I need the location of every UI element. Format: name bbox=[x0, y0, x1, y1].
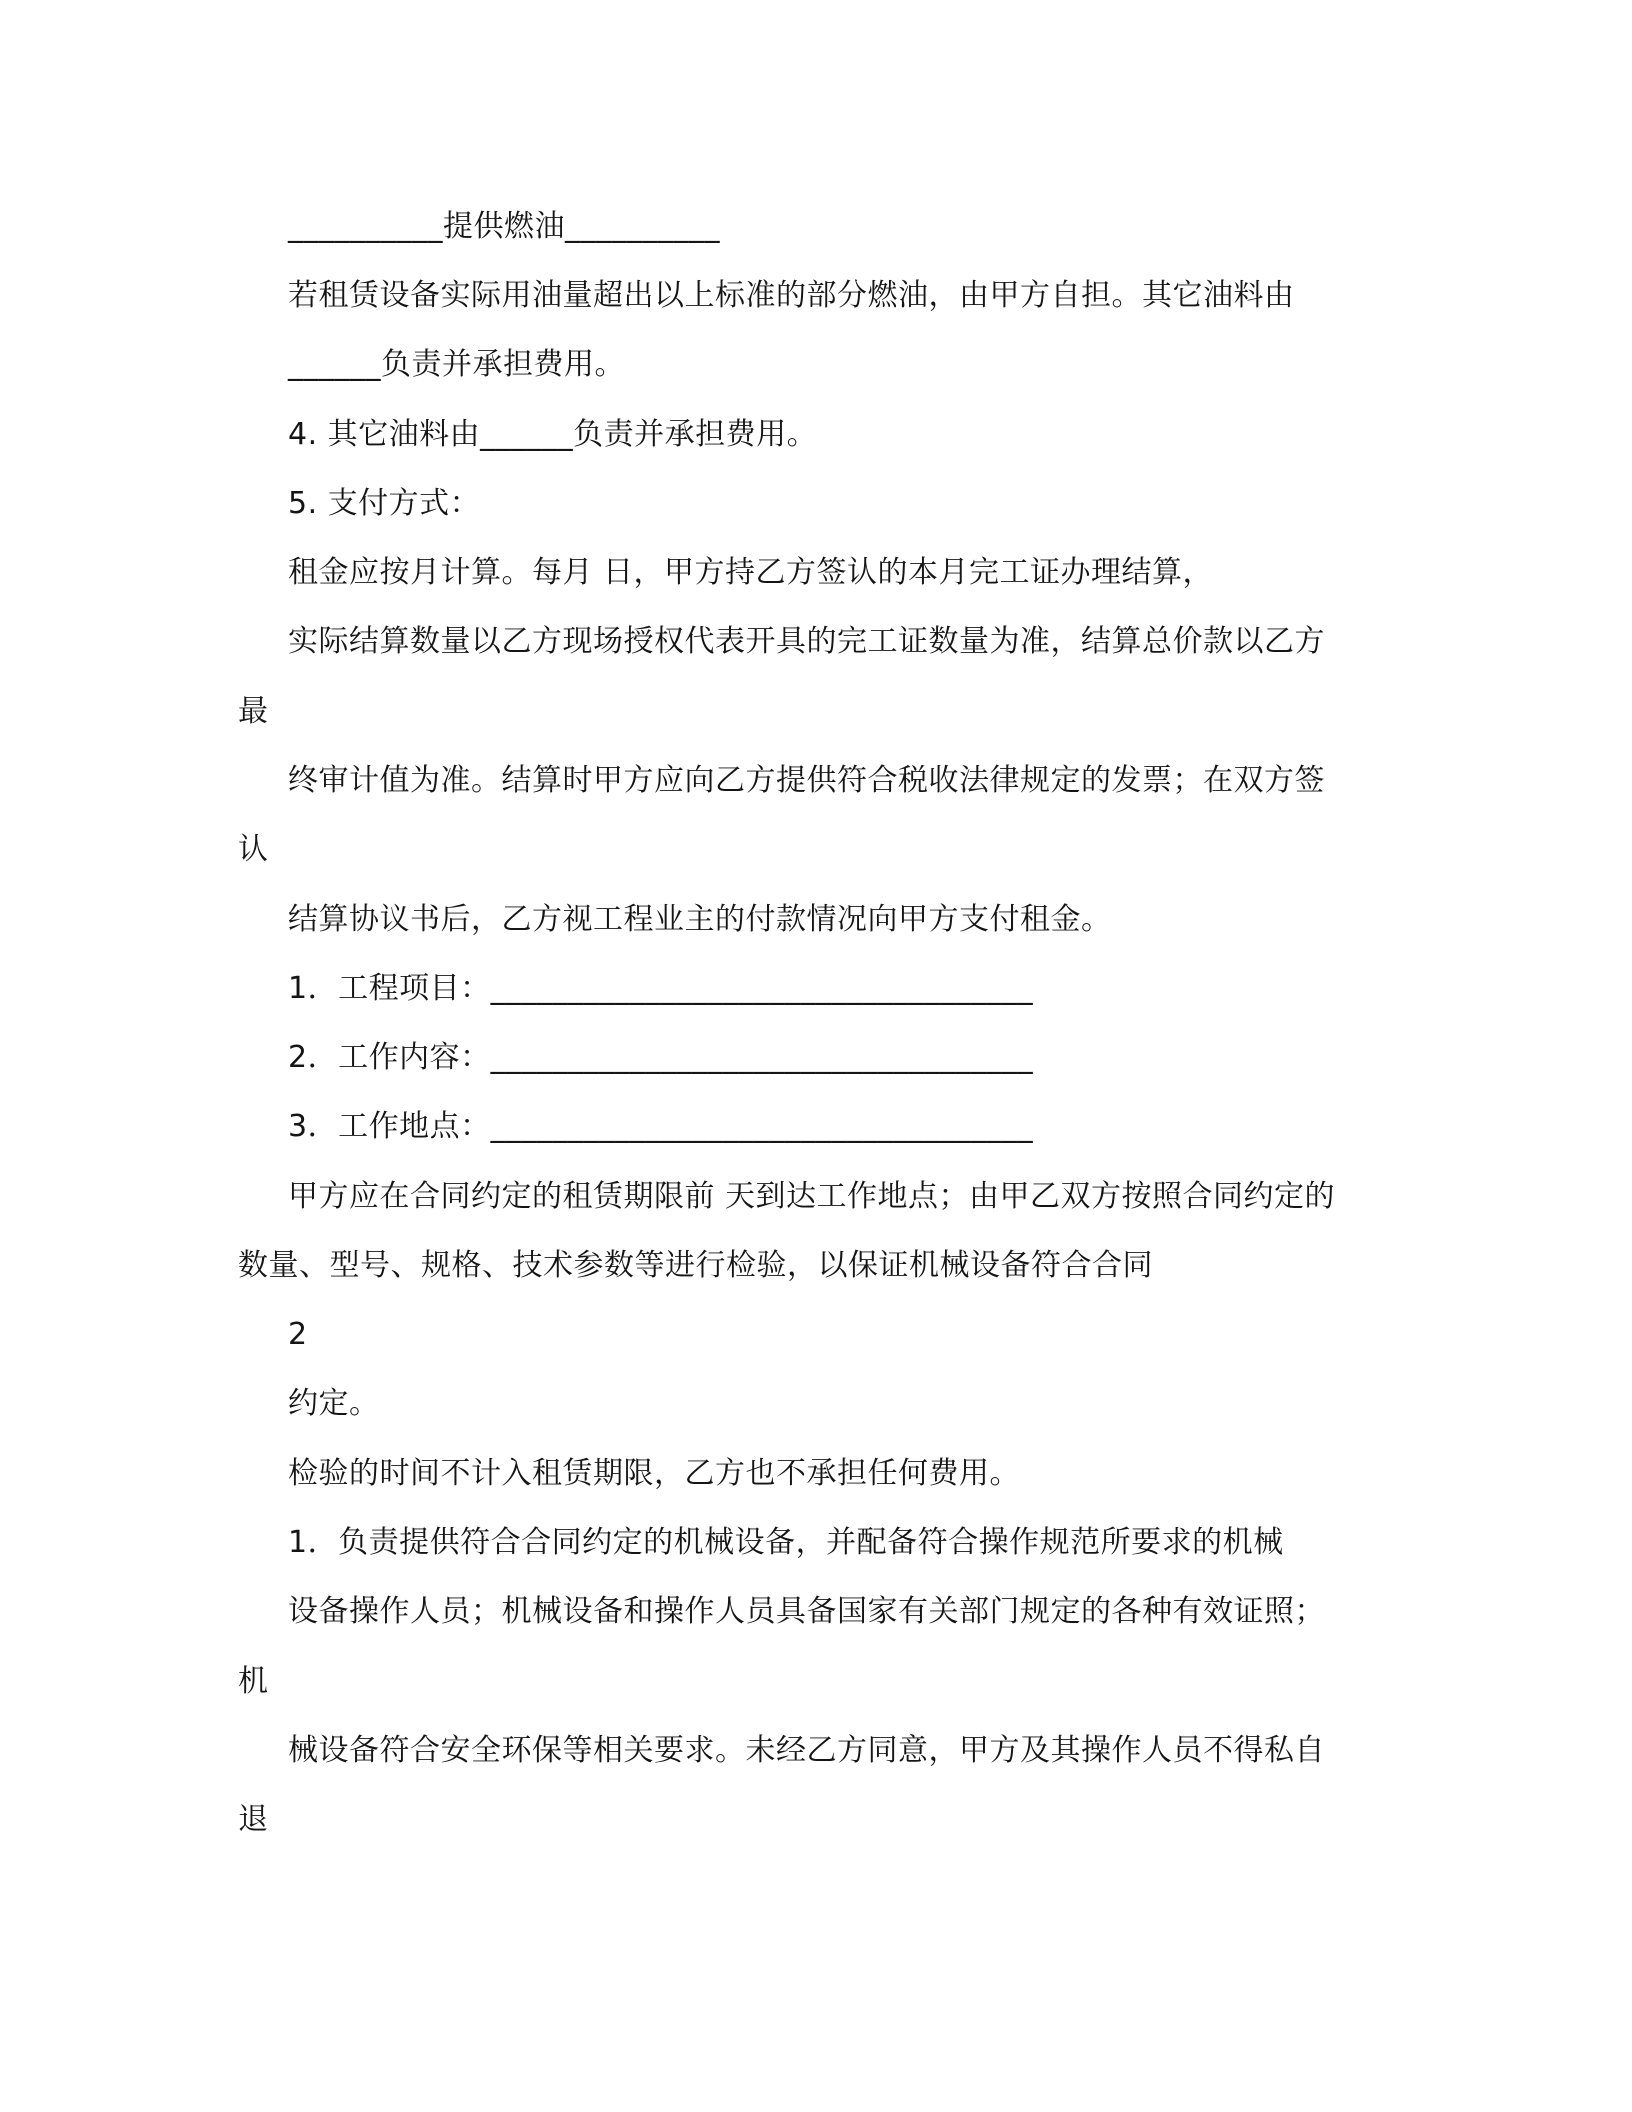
text-line-wrap-fragment: 最 bbox=[238, 694, 269, 729]
text-line-payment: 结算协议书后，乙方视工程业主的付款情况向甲方支付租金。 bbox=[288, 902, 1112, 937]
text-line-wrap-fragment: 机 bbox=[238, 1664, 269, 1699]
text-line-wrap-fragment: 认 bbox=[238, 832, 269, 867]
page-number: 2 bbox=[288, 1317, 308, 1352]
text-line-inspection-time: 检验的时间不计入租赁期限，乙方也不承担任何费用。 bbox=[288, 1456, 1020, 1491]
text-line-fuel-supply: __________提供燃油__________ bbox=[288, 209, 720, 244]
text-line-operators: 设备操作人员；机械设备和操作人员具备国家有关部门规定的各种有效证照； bbox=[288, 1594, 1325, 1629]
text-line-inspection: 数量、型号、规格、技术参数等进行检验，以保证机械设备符合合同 bbox=[238, 1248, 1153, 1283]
text-line-agreement: 约定。 bbox=[288, 1386, 380, 1421]
text-line-monthly-rent: 租金应按月计算。每月 日，甲方持乙方签认的本月完工证办理结算， bbox=[288, 555, 1214, 590]
text-line-project-field: 1．工程项目：___________________________________ bbox=[288, 971, 1034, 1006]
text-line-audit-invoice: 终审计值为准。结算时甲方应向乙方提供符合税收法律规定的发票；在双方签 bbox=[288, 763, 1325, 798]
text-line-excess-fuel: 若租赁设备实际用油量超出以上标准的部分燃油，由甲方自担。其它油料由 bbox=[288, 278, 1295, 313]
text-line-item-4: 4. 其它油料由______负责并承担费用。 bbox=[288, 417, 818, 452]
text-line-safety: 械设备符合安全环保等相关要求。未经乙方同意，甲方及其操作人员不得私自 bbox=[288, 1733, 1325, 1768]
text-line-wrap-fragment: 退 bbox=[238, 1802, 269, 1837]
text-line-arrival: 甲方应在合同约定的租赁期限前 天到达工作地点；由甲乙双方按照合同约定的 bbox=[288, 1179, 1336, 1214]
text-line-work-content-field: 2．工作内容：___________________________________ bbox=[288, 1040, 1034, 1075]
text-line-equipment-supply: 1．负责提供符合合同约定的机械设备，并配备符合操作规范所要求的机械 bbox=[288, 1525, 1284, 1560]
text-line-settlement-quantity: 实际结算数量以乙方现场授权代表开具的完工证数量为准，结算总价款以乙方 bbox=[288, 624, 1325, 659]
text-line-work-location-field: 3．工作地点：___________________________________ bbox=[288, 1109, 1034, 1144]
text-line-fuel-cost: ______负责并承担费用。 bbox=[288, 347, 625, 382]
text-line-item-5-heading: 5. 支付方式： bbox=[288, 486, 481, 521]
